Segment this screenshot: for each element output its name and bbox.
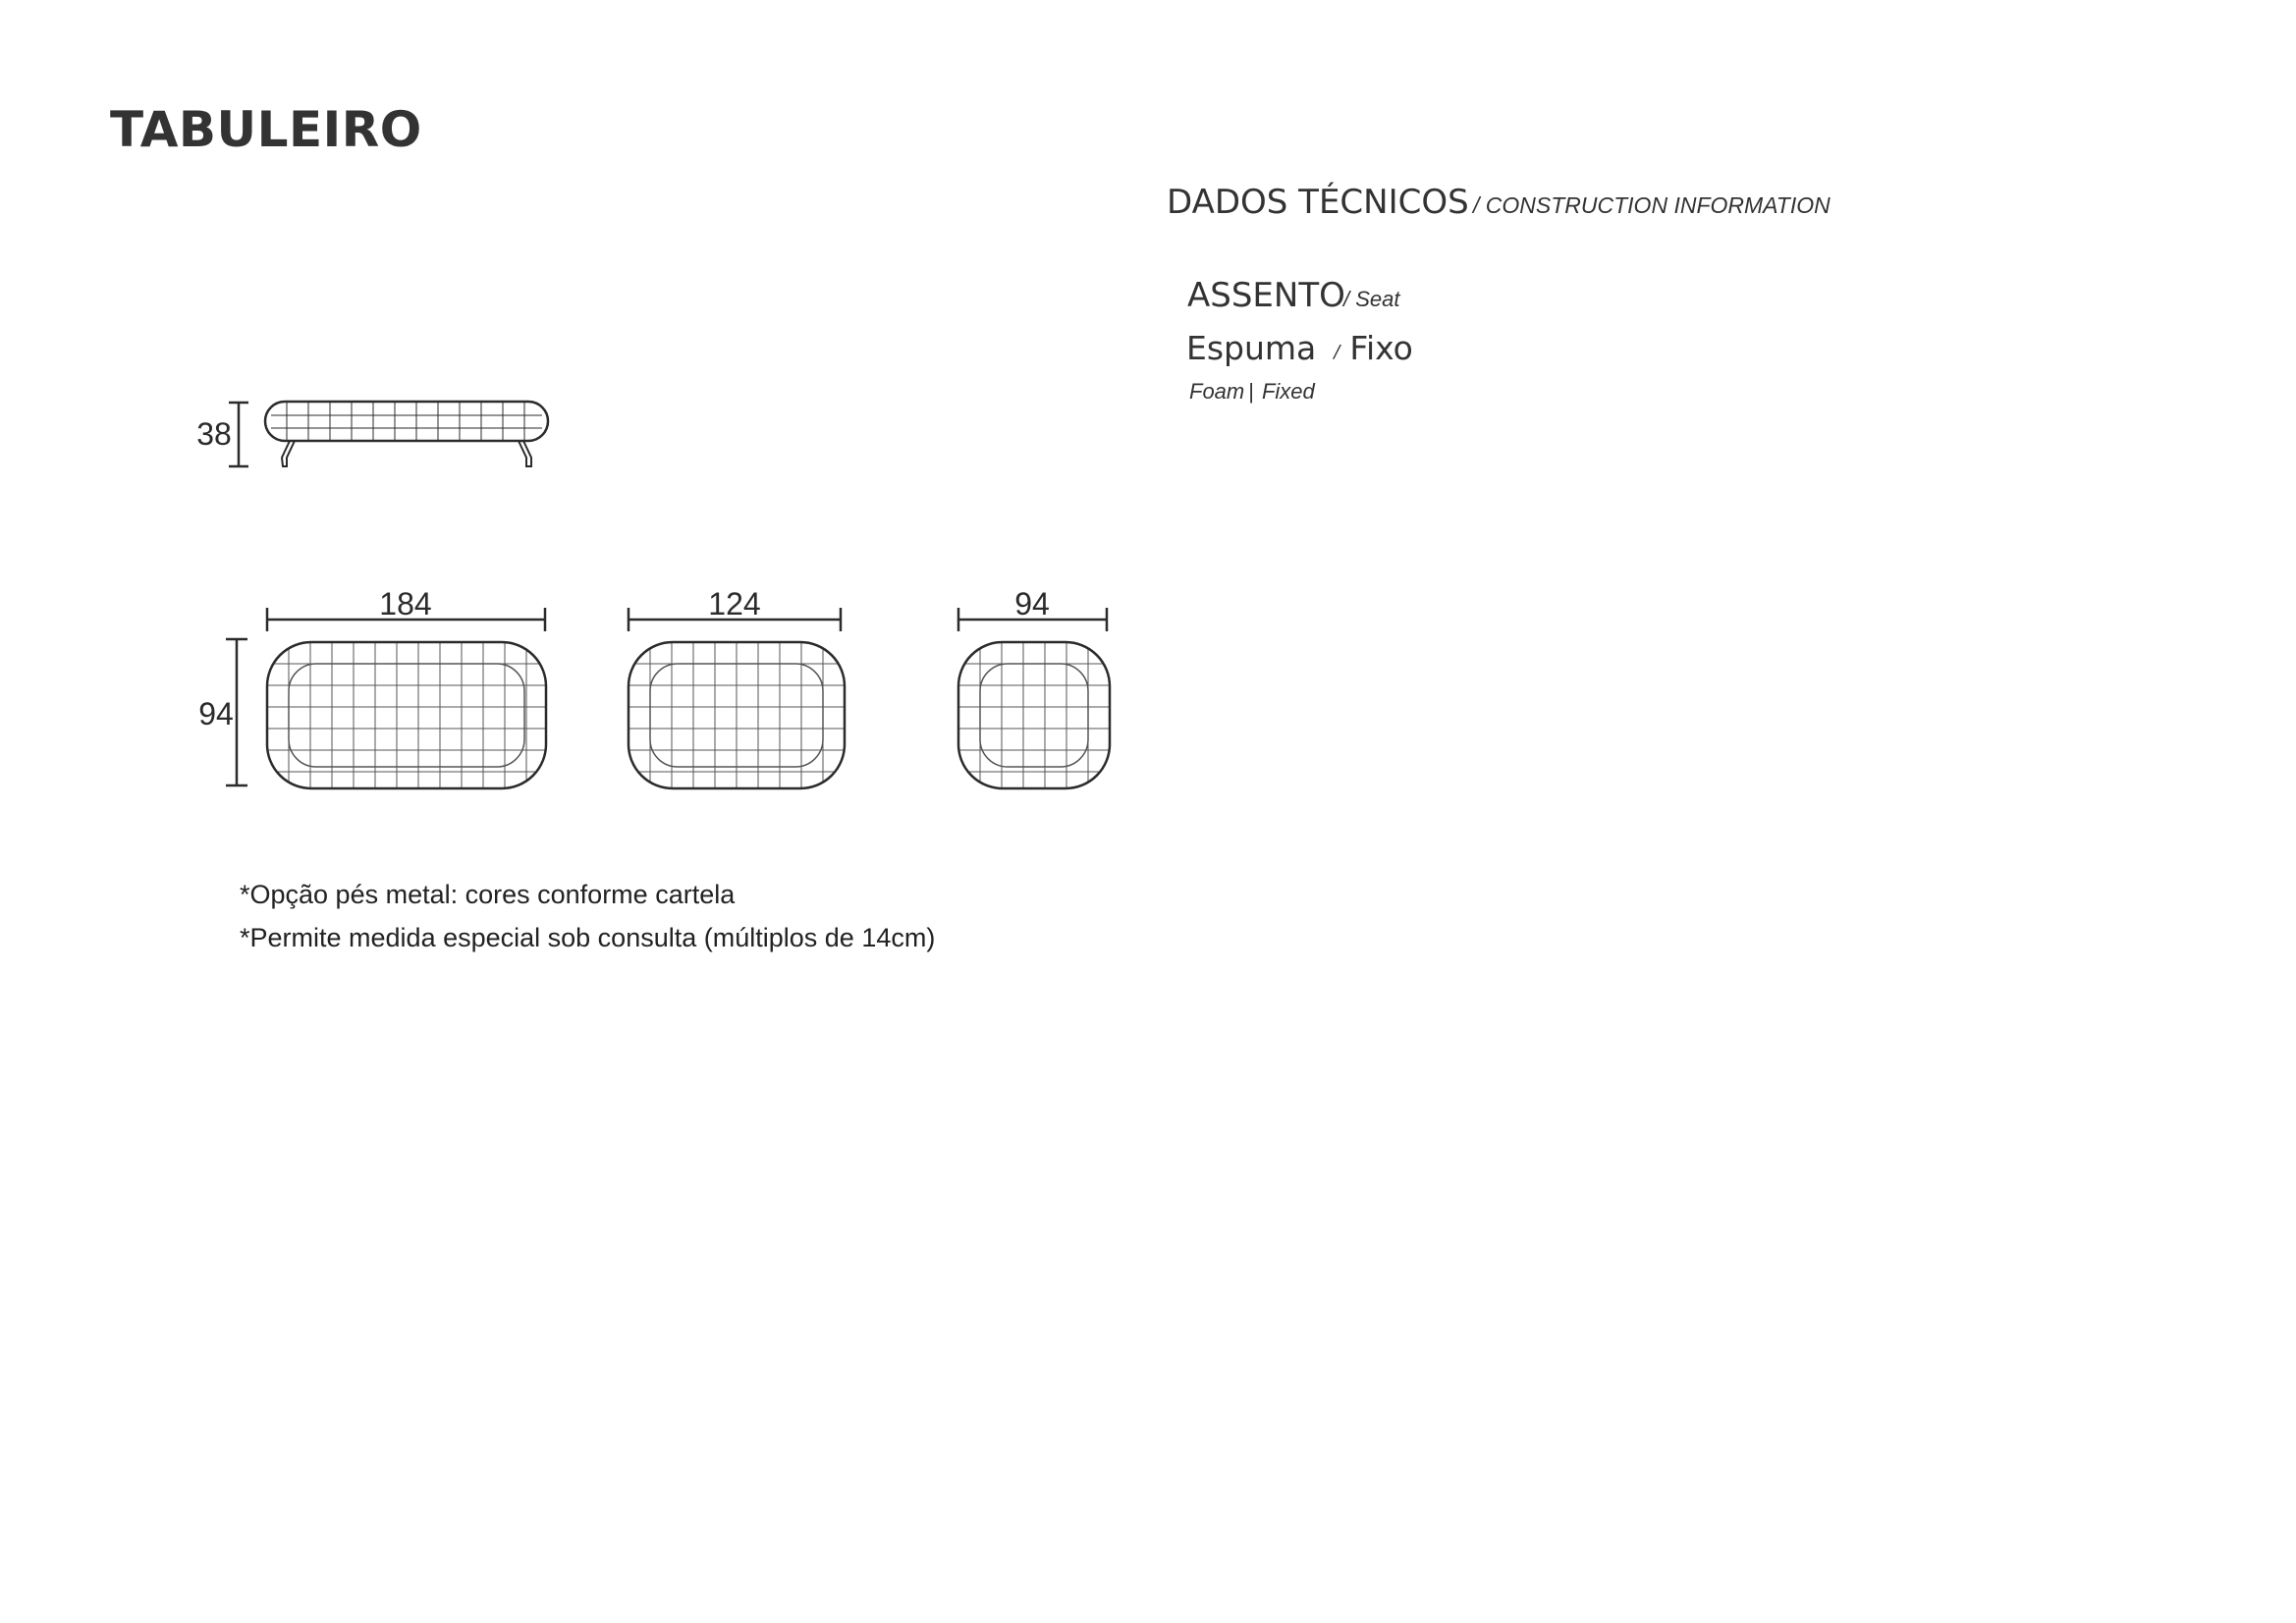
note-metal-feet: *Opção pés metal: cores conforme cartela [240,880,736,909]
seat-material-en: Foam [1189,379,1245,404]
seat-separator: / [1334,342,1340,362]
height-dimension-line [229,403,248,466]
seat-separator-en: | [1248,379,1254,404]
metal-legs [282,441,531,466]
product-title: TABULEIRO [110,101,422,158]
dim-label-width-124: 124 [708,586,761,622]
seat-type-en: Fixed [1261,379,1315,404]
side-cushion [265,402,548,441]
seat-label-en: / Seat [1343,287,1400,311]
seat-type: Fixo [1349,329,1413,367]
seat-label: ASSENTO [1187,276,1345,315]
dim-label-width-94: 94 [1014,586,1050,622]
top-view-184 [267,608,546,788]
side-view [196,402,548,466]
seat-material: Espuma [1186,329,1317,367]
tech-data-heading: DADOS TÉCNICOS [1167,183,1469,222]
dim-label-height: 38 [196,416,232,452]
tech-data-heading-en: / CONSTRUCTION INFORMATION [1473,192,1831,218]
note-special-size: *Permite medida especial sob consulta (múltiplos de 14cm) [240,923,936,952]
top-view-124 [629,608,845,788]
top-view-94 [958,608,1110,788]
dim-label-width-184: 184 [379,586,432,622]
dim-label-depth: 94 [198,696,234,731]
